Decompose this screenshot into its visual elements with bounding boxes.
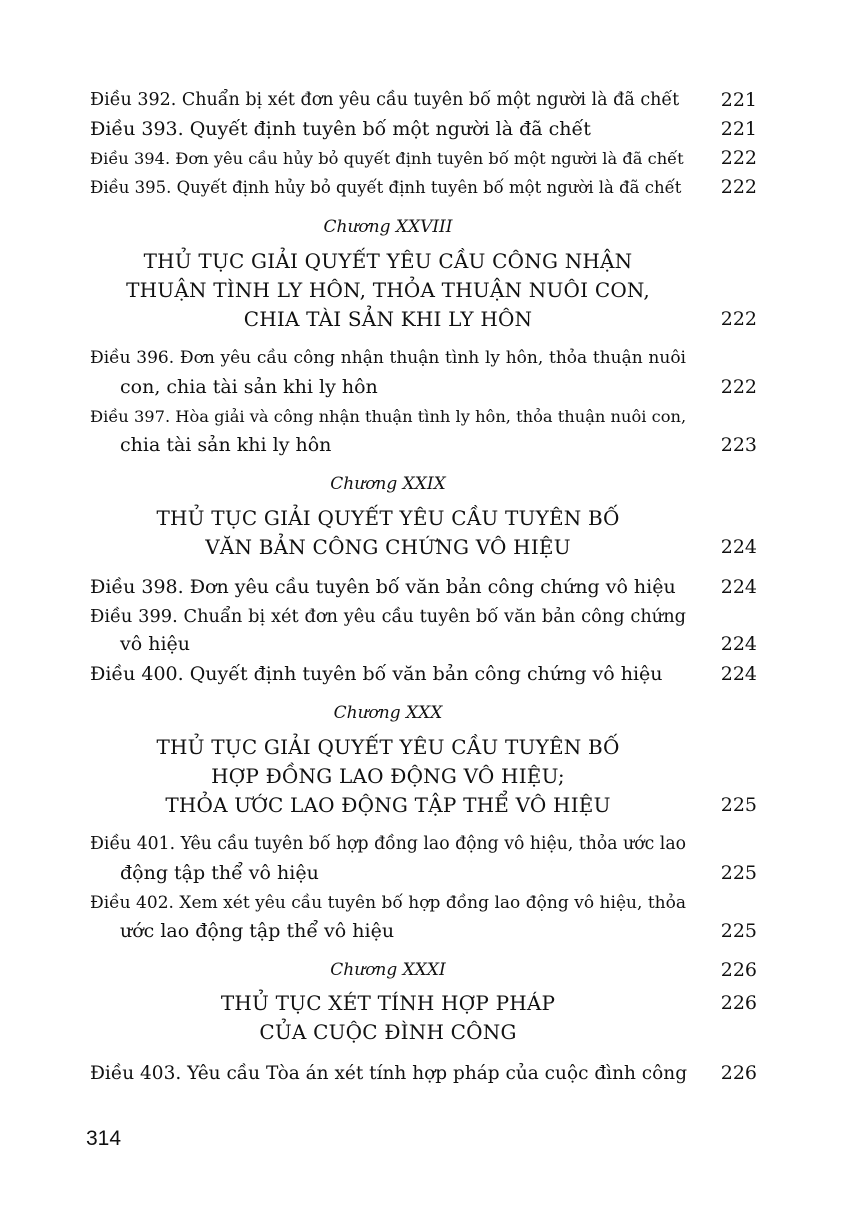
toc-entry-401-continued: động tập thể vô hiệu bbox=[120, 862, 319, 884]
toc-page-number: 226 bbox=[720, 959, 757, 981]
toc-entry-396: Điều 396. Đơn yêu cầu công nhận thuận tình ly hôn, thỏa thuận nuôi bbox=[90, 348, 686, 368]
toc-entry-394: Điều 394. Đơn yêu cầu hủy bỏ quyết định tuyên bố một người là đã chết bbox=[90, 149, 684, 168]
toc-page-number: 226 bbox=[720, 1062, 757, 1084]
toc-page-number: 224 bbox=[720, 633, 757, 655]
toc-page-number: 222 bbox=[720, 308, 757, 330]
toc-page-number: 222 bbox=[720, 376, 757, 398]
chapter-title-xxviii-line-1: THỦ TỤC GIẢI QUYẾT YÊU CẦU CÔNG NHẬN bbox=[143, 249, 633, 273]
chapter-title-xxx-line-1: THỦ TỤC GIẢI QUYẾT YÊU CẦU TUYÊN BỐ bbox=[156, 735, 620, 759]
page-number: 314 bbox=[86, 1127, 122, 1150]
toc-entry-398: Điều 398. Đơn yêu cầu tuyên bố văn bản công chứng vô hiệu bbox=[90, 576, 676, 598]
toc-page-number: 224 bbox=[720, 536, 757, 558]
chapter-title-xxix-line-1: THỦ TỤC GIẢI QUYẾT YÊU CẦU TUYÊN BỐ bbox=[156, 506, 620, 530]
toc-page-number: 225 bbox=[720, 794, 757, 816]
toc-page-number: 225 bbox=[720, 862, 757, 884]
toc-page-number: 226 bbox=[720, 992, 757, 1014]
chapter-title-xxxi-line-2: CỦA CUỘC ĐÌNH CÔNG bbox=[259, 1020, 517, 1044]
toc-page-number: 224 bbox=[720, 576, 757, 598]
toc-entry-393: Điều 393. Quyết định tuyên bố một người là đã chết bbox=[90, 118, 591, 140]
toc-entry-395: Điều 395. Quyết định hủy bỏ quyết định tuyên bố một người là đã chết bbox=[90, 178, 682, 197]
toc-entry-392: Điều 392. Chuẩn bị xét đơn yêu cầu tuyên bố một người là đã chết bbox=[90, 90, 680, 110]
toc-page-number: 221 bbox=[720, 89, 757, 111]
chapter-title-xxxi-line-1: THỦ TỤC XÉT TÍNH HỢP PHÁP bbox=[220, 991, 556, 1015]
toc-entry-396-continued: con, chia tài sản khi ly hôn bbox=[120, 376, 378, 398]
toc-entry-402: Điều 402. Xem xét yêu cầu tuyên bố hợp đồng lao động vô hiệu, thỏa bbox=[90, 893, 686, 913]
toc-entry-402-continued: ước lao động tập thể vô hiệu bbox=[120, 920, 395, 942]
toc-page-number: 222 bbox=[720, 176, 757, 198]
chapter-label-xxx: Chương XXX bbox=[333, 703, 443, 723]
chapter-title-xxviii-line-3: CHIA TÀI SẢN KHI LY HÔN bbox=[243, 307, 533, 331]
chapter-label-xxviii: Chương XXVIII bbox=[323, 217, 453, 237]
chapter-title-xxx-line-2: HỢP ĐỒNG LAO ĐỘNG VÔ HIỆU; bbox=[211, 764, 565, 788]
toc-page-number: 221 bbox=[720, 118, 757, 140]
toc-page-number: 222 bbox=[720, 147, 757, 169]
toc-entry-399-continued: vô hiệu bbox=[120, 633, 191, 655]
toc-entry-397-continued: chia tài sản khi ly hôn bbox=[120, 434, 332, 456]
toc-entry-401: Điều 401. Yêu cầu tuyên bố hợp đồng lao động vô hiệu, thỏa ước lao bbox=[90, 834, 686, 854]
chapter-title-xxx-line-3: THỎA ƯỚC LAO ĐỘNG TẬP THỂ VÔ HIỆU bbox=[165, 793, 611, 817]
toc-entry-400: Điều 400. Quyết định tuyên bố văn bản công chứng vô hiệu bbox=[90, 663, 663, 685]
toc-entry-403: Điều 403. Yêu cầu Tòa án xét tính hợp pháp của cuộc đình công bbox=[90, 1063, 688, 1084]
toc-entry-397: Điều 397. Hòa giải và công nhận thuận tình ly hôn, thỏa thuận nuôi con, bbox=[90, 407, 687, 426]
chapter-label-xxxi: Chương XXXI bbox=[330, 960, 446, 980]
toc-page-number: 223 bbox=[720, 434, 757, 456]
chapter-title-xxviii-line-2: THUẬN TÌNH LY HÔN, THỎA THUẬN NUÔI CON, bbox=[126, 278, 650, 302]
toc-entry-399: Điều 399. Chuẩn bị xét đơn yêu cầu tuyên bố văn bản công chứng bbox=[90, 607, 686, 627]
chapter-title-xxix-line-2: VĂN BẢN CÔNG CHỨNG VÔ HIỆU bbox=[205, 535, 571, 559]
toc-page-number: 224 bbox=[720, 663, 757, 685]
toc-page-number: 225 bbox=[720, 920, 757, 942]
chapter-label-xxix: Chương XXIX bbox=[330, 474, 446, 494]
